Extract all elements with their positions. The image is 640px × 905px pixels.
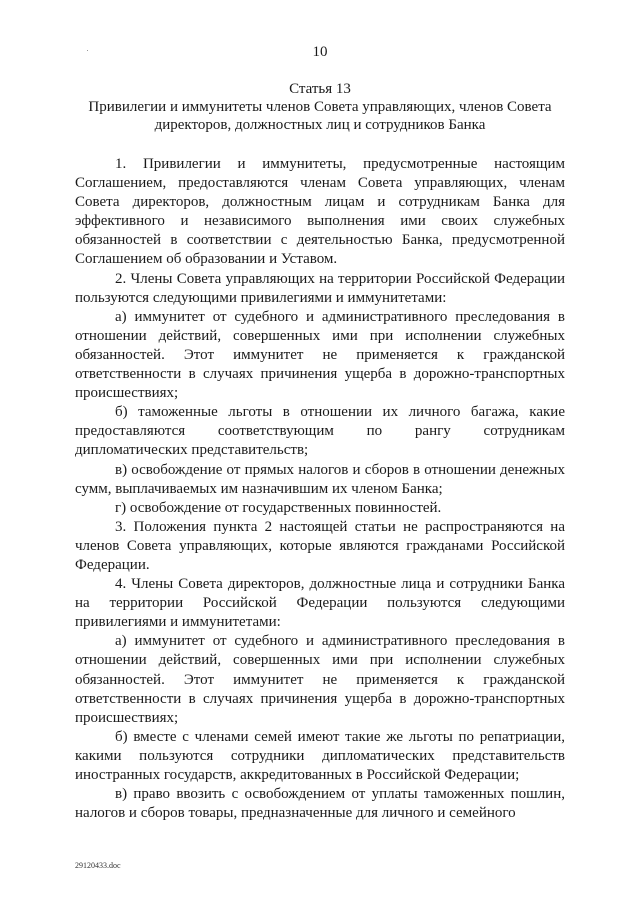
page-number: 10 xyxy=(312,44,328,60)
article-heading xyxy=(60,80,580,134)
article-subtitle: Привилегии и иммунитеты членов Совета управляющих, членов Совета директоров, должностных лиц и сотрудников Банка xyxy=(88,99,552,133)
paragraph: г) освобождение от государственных повинностей. xyxy=(115,499,442,516)
paragraph: 1. Привилегии и иммунитеты, предусмотренные настоящим Соглашением, предоставляются членам Совета управляющих, членам Совета директоров, должностным лицам и сотрудникам Банка для эффективного и независимого выполнения ими своих служебных обязанностей в соответствии с деятельностью Банка, предусмотренной Соглашением об образовании и Уставом. xyxy=(75,156,565,268)
paragraph: а) иммунитет от судебного и административного преследования в отношении действий, совершенных ими при исполнении служебных обязанностей. Этот иммунитет не применяется к гражданской ответственности в случаях причинения ущерба в дорожно-транспортных происшествиях; xyxy=(75,633,565,726)
file-name-footer: 29120433.doc xyxy=(75,861,121,870)
paragraph: в) освобождение от прямых налогов и сборов в отношении денежных сумм, выплачиваемых им назначившим их членом Банка; xyxy=(75,461,565,497)
paragraph: 4. Члены Совета директоров, должностные лица и сотрудники Банка на территории Российской Федерации пользуются следующими привилегиями и иммунитетами: xyxy=(75,576,565,631)
paragraph: в) право ввозить с освобождением от уплаты таможенных пошлин, налогов и сборов товары, предназначенные для личного и семейного xyxy=(75,786,565,822)
paragraph: 3. Положения пункта 2 настоящей статьи не распространяются на членов Совета управляющих, которые являются гражданами Российской Федерации. xyxy=(75,518,565,573)
paragraph: 2. Члены Совета управляющих на территории Российской Федерации пользуются следующими привилегиями и иммунитетами: xyxy=(75,270,565,306)
paragraph: б) вместе с членами семей имеют такие же льготы по репатриации, какими пользуются сотрудники дипломатических представительств иностранных государств, аккредитованных в Российской Федерации; xyxy=(75,728,565,783)
paragraph: б) таможенные льготы в отношении их личного багажа, какие предоставляются соответствующим по рангу сотрудникам дипломатических представительств; xyxy=(75,404,565,459)
paragraph: а) иммунитет от судебного и административного преследования в отношении действий, совершенных ими при исполнении служебных обязанностей. Этот иммунитет не применяется к гражданской ответственности в случаях причинения ущерба в дорожно-транспортных происшествиях; xyxy=(75,308,565,402)
article-body xyxy=(75,155,565,823)
article-title: Статья 13 xyxy=(289,81,351,97)
